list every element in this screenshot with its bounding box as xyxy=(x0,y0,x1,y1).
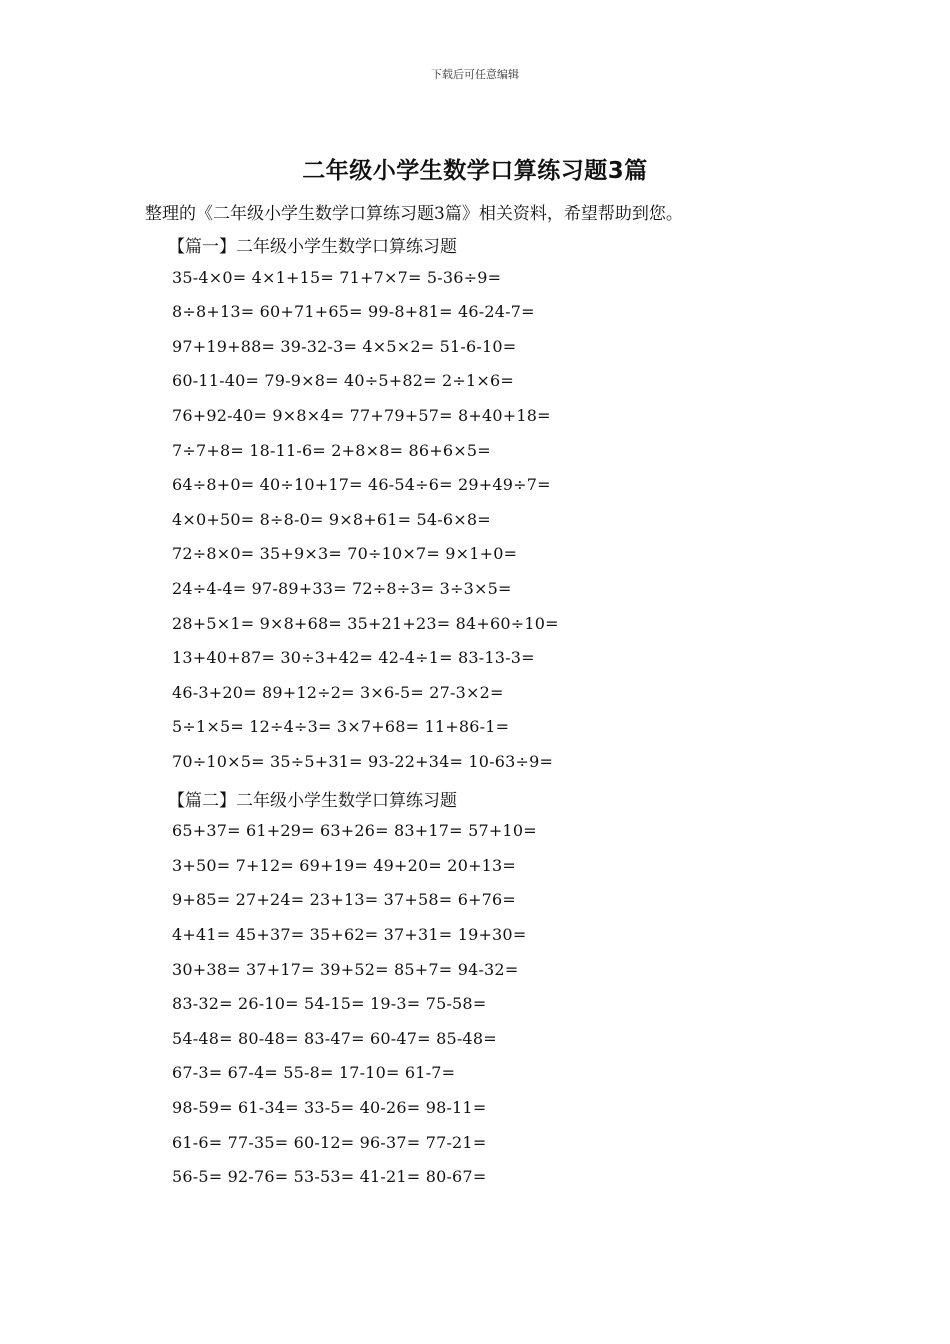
exercise-line: 5÷1×5= 12÷4÷3= 3×7+68= 11+86-1= xyxy=(172,717,510,737)
exercise-line: 24÷4-4= 97-89+33= 72÷8÷3= 3÷3×5= xyxy=(172,579,512,598)
exercise-line: 61-6= 77-35= 60-12= 96-37= 77-21= xyxy=(172,1132,487,1152)
exercise-line: 7÷7+8= 18-11-6= 2+8×8= 86+6×5= xyxy=(172,440,491,460)
exercise-line: 97+19+88= 39-32-3= 4×5×2= 51-6-10= xyxy=(172,336,517,356)
exercise-line: 3+50= 7+12= 69+19= 49+20= 20+13= xyxy=(172,855,517,875)
exercise-line: 9+85= 27+24= 23+13= 37+58= 6+76= xyxy=(172,890,517,910)
exercise-line: 30+38= 37+17= 39+52= 85+7= 94-32= xyxy=(172,959,519,979)
exercise-line: 8÷8+13= 60+71+65= 99-8+81= 46-24-7= xyxy=(172,302,535,322)
exercise-line: 67-3= 67-4= 55-8= 17-10= 61-7= xyxy=(172,1063,456,1083)
exercise-line: 72÷8×0= 35+9×3= 70÷10×7= 9×1+0= xyxy=(172,544,518,564)
section-heading: 【篇二】二年级小学生数学口算练习题 xyxy=(168,790,457,811)
exercise-line: 70÷10×5= 35÷5+31= 93-22+34= 10-63÷9= xyxy=(172,752,554,771)
exercise-line: 60-11-40= 79-9×8= 40÷5+82= 2÷1×6= xyxy=(172,371,514,391)
section-heading: 【篇一】二年级小学生数学口算练习题 xyxy=(168,237,457,257)
exercise-line: 13+40+87= 30÷3+42= 42-4÷1= 83-13-3= xyxy=(172,648,535,668)
exercise-line: 54-48= 80-48= 83-47= 60-47= 85-48= xyxy=(172,1028,497,1048)
exercise-line: 64÷8+0= 40÷10+17= 46-54÷6= 29+49÷7= xyxy=(172,475,551,495)
exercise-line: 28+5×1= 9×8+68= 35+21+23= 84+60÷10= xyxy=(172,613,559,633)
header-note: 下载后可任意编辑 xyxy=(431,68,519,81)
intro-paragraph: 整理的《二年级小学生数学口算练习题3篇》相关资料，希望帮助到您。 xyxy=(145,204,683,224)
exercise-line: 46-3+20= 89+12÷2= 3×6-5= 27-3×2= xyxy=(172,682,504,702)
exercise-line: 83-32= 26-10= 54-15= 19-3= 75-58= xyxy=(172,994,487,1014)
document-title: 二年级小学生数学口算练习题3篇 xyxy=(302,158,648,184)
exercise-line: 65+37= 61+29= 63+26= 83+17= 57+10= xyxy=(172,821,537,841)
exercise-line: 4+41= 45+37= 35+62= 37+31= 19+30= xyxy=(172,925,527,944)
exercise-line: 4×0+50= 8÷8-0= 9×8+61= 54-6×8= xyxy=(172,509,491,529)
exercise-line: 98-59= 61-34= 33-5= 40-26= 98-11= xyxy=(172,1098,487,1117)
exercise-line: 56-5= 92-76= 53-53= 41-21= 80-67= xyxy=(172,1167,487,1187)
exercise-line: 76+92-40= 9×8×4= 77+79+57= 8+40+18= xyxy=(172,406,551,425)
exercise-line: 35-4×0= 4×1+15= 71+7×7= 5-36÷9= xyxy=(172,267,502,287)
